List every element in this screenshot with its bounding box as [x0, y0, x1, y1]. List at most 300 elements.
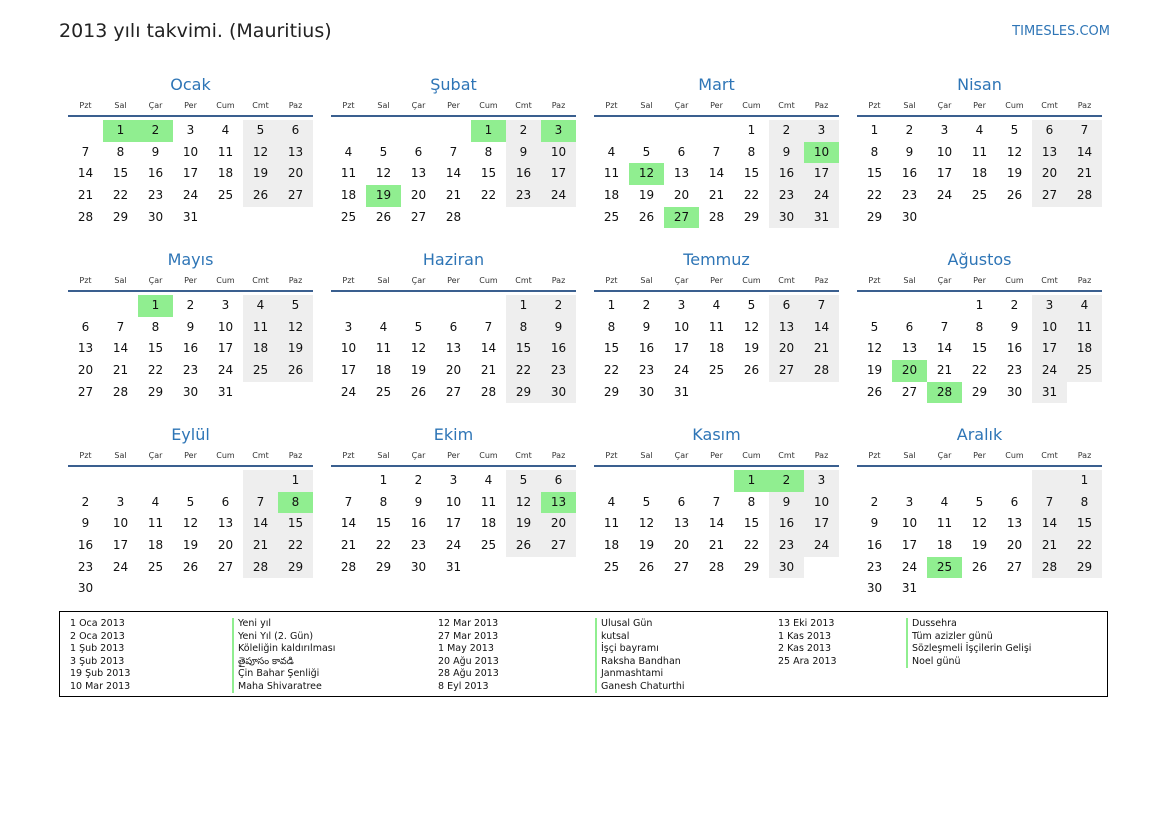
day-cell: 30	[541, 382, 576, 404]
day-cell: 30	[182, 384, 199, 399]
day-cell: 11	[1067, 317, 1102, 339]
day-cell: 28	[804, 360, 839, 382]
day-cell: 17	[1032, 338, 1067, 360]
empty-cell	[506, 207, 541, 229]
day-cell: 13	[673, 516, 690, 531]
legend-date: 27 Mar 2013	[438, 630, 499, 642]
day-cell: 27	[77, 384, 94, 399]
day-cell: 19	[743, 341, 760, 356]
day-cell: 16	[77, 538, 94, 553]
weekday-label: Cum	[479, 101, 498, 110]
weekday-label: Cmt	[1041, 276, 1058, 285]
day-cell: 2	[870, 494, 879, 509]
day-cell: 8	[151, 319, 160, 334]
day-cell: 8	[607, 319, 616, 334]
weekday-label: Cum	[216, 276, 235, 285]
day-cell: 22	[866, 188, 883, 203]
weekday-header	[857, 99, 1102, 117]
day-cell: 9	[414, 494, 423, 509]
day-cell: 20	[278, 163, 313, 185]
day-cell: 23	[182, 363, 199, 378]
legend-date: 28 Ağu 2013	[438, 668, 499, 679]
day-cell: 1	[1067, 470, 1102, 492]
day-cell: 21	[480, 363, 497, 378]
legend-date: 1 May 2013	[438, 643, 494, 654]
empty-cell	[629, 470, 664, 492]
day-cell: 22	[278, 535, 313, 557]
day-cell: 11	[971, 144, 988, 159]
weekday-label: Pzt	[868, 276, 881, 285]
empty-cell	[769, 382, 804, 404]
day-cell: 31	[182, 209, 199, 224]
empty-cell	[1067, 207, 1102, 229]
weekday-label: Pzt	[868, 451, 881, 460]
day-cell: 26	[638, 209, 655, 224]
day-cell: 12	[243, 142, 278, 164]
day-cell: 4	[379, 319, 388, 334]
day-cell: 11	[603, 166, 620, 181]
day-cell: 25	[147, 559, 164, 574]
day-cell: 20	[445, 363, 462, 378]
weekday-label: Pzt	[605, 276, 618, 285]
day-cell: 29	[278, 557, 313, 579]
day-cell: 29	[1067, 557, 1102, 579]
day-cell: 15	[506, 338, 541, 360]
day-cell: 28	[1032, 557, 1067, 579]
empty-cell	[804, 557, 839, 579]
empty-cell	[243, 578, 278, 600]
day-cell: 12	[1006, 144, 1023, 159]
day-cell: 13	[673, 166, 690, 181]
weekday-label: Cum	[216, 101, 235, 110]
day-cell: 2	[138, 120, 173, 142]
day-cell: 30	[410, 559, 427, 574]
weekday-label: Paz	[551, 451, 566, 460]
day-cell: 9	[151, 144, 160, 159]
legend-date: 12 Mar 2013	[438, 618, 499, 629]
day-cell: 25	[927, 557, 962, 579]
day-cell: 1	[471, 120, 506, 142]
day-cell: 4	[151, 494, 160, 509]
empty-cell	[471, 207, 506, 229]
day-cell: 11	[243, 317, 278, 339]
empty-cell	[401, 120, 436, 142]
empty-cell	[594, 120, 629, 142]
day-cell: 3	[449, 473, 458, 487]
day-cell: 28	[243, 557, 278, 579]
day-cell: 19	[971, 538, 988, 553]
day-cell: 4	[940, 494, 949, 509]
weekday-label: Pzt	[342, 101, 355, 110]
day-cell: 26	[971, 559, 988, 574]
day-cell: 19	[182, 538, 199, 553]
weekday-label: Çar	[411, 101, 426, 110]
month-name: Mart	[698, 75, 735, 94]
empty-cell	[103, 295, 138, 317]
day-cell: 5	[186, 494, 195, 509]
day-cell: 12	[182, 516, 199, 531]
day-cell: 24	[445, 538, 462, 553]
day-cell: 9	[541, 317, 576, 339]
day-cell: 21	[1067, 163, 1102, 185]
legend-holiday-name: Dussehra	[912, 618, 957, 629]
weekday-label: Çar	[937, 101, 952, 110]
day-grid	[857, 120, 1102, 228]
day-cell: 26	[410, 384, 427, 399]
month-calendar	[68, 424, 313, 599]
legend-col2-names	[595, 618, 685, 693]
months-grid	[68, 74, 1102, 599]
legend-holiday-name: తైపూసం కావడి	[238, 655, 294, 667]
day-cell: 16	[866, 538, 883, 553]
weekday-label: Pzt	[79, 451, 92, 460]
day-cell: 17	[804, 513, 839, 535]
day-cell: 1	[278, 470, 313, 492]
weekday-label: Cmt	[1041, 451, 1058, 460]
day-cell: 6	[769, 295, 804, 317]
day-cell: 3	[221, 298, 230, 312]
empty-cell	[366, 120, 401, 142]
day-cell: 26	[182, 559, 199, 574]
weekday-label: Per	[973, 451, 986, 460]
day-cell: 27	[673, 559, 690, 574]
day-cell: 14	[77, 166, 94, 181]
empty-cell	[103, 578, 138, 600]
day-cell: 7	[449, 144, 458, 159]
empty-cell	[173, 578, 208, 600]
empty-cell	[331, 295, 366, 317]
month-calendar	[68, 249, 313, 424]
day-cell: 3	[804, 120, 839, 142]
page-title: 2013 yılı takvimi. (Mauritius)	[59, 20, 332, 42]
legend-holiday-name: Köleliğin kaldırılması	[238, 643, 336, 654]
day-cell: 9	[870, 516, 879, 531]
day-cell: 17	[673, 341, 690, 356]
day-cell: 25	[375, 384, 392, 399]
day-cell: 14	[1032, 513, 1067, 535]
day-cell: 15	[743, 166, 760, 181]
day-grid	[857, 295, 1102, 403]
weekday-label: Paz	[1077, 101, 1092, 110]
weekday-label: Paz	[288, 101, 303, 110]
day-cell: 15	[278, 513, 313, 535]
day-cell: 15	[375, 516, 392, 531]
day-cell: 6	[278, 120, 313, 142]
day-cell: 20	[673, 538, 690, 553]
day-grid	[331, 295, 576, 403]
day-cell: 5	[1010, 123, 1019, 137]
day-cell: 17	[804, 163, 839, 185]
day-cell: 6	[1010, 494, 1019, 509]
day-cell: 10	[1032, 317, 1067, 339]
day-cell: 27	[769, 360, 804, 382]
legend-holiday-name: Ulusal Gün	[601, 618, 653, 629]
legend-date: 2 Kas 2013	[778, 643, 832, 654]
day-cell: 3	[344, 319, 353, 334]
day-cell: 21	[340, 538, 357, 553]
day-cell: 10	[445, 494, 462, 509]
legend-holiday-name: İşçi bayramı	[601, 643, 659, 654]
weekday-label: Pzt	[605, 101, 618, 110]
empty-cell	[997, 207, 1032, 229]
day-cell: 9	[81, 516, 90, 531]
day-cell: 10	[217, 319, 234, 334]
weekday-label: Cum	[479, 451, 498, 460]
day-cell: 26	[278, 360, 313, 382]
weekday-header	[68, 99, 313, 117]
empty-cell	[401, 295, 436, 317]
empty-cell	[138, 470, 173, 492]
day-cell: 22	[1067, 535, 1102, 557]
weekday-label: Cmt	[778, 101, 795, 110]
day-cell: 1	[747, 123, 756, 137]
day-cell: 16	[182, 341, 199, 356]
day-cell: 30	[866, 581, 883, 596]
weekday-label: Çar	[674, 451, 689, 460]
day-cell: 28	[708, 209, 725, 224]
day-cell: 8	[975, 319, 984, 334]
weekday-label: Pzt	[868, 101, 881, 110]
day-cell: 29	[506, 382, 541, 404]
day-cell: 21	[243, 535, 278, 557]
day-cell: 1	[870, 123, 879, 137]
day-cell: 18	[971, 166, 988, 181]
empty-cell	[331, 120, 366, 142]
weekday-label: Sal	[377, 101, 390, 110]
day-cell: 23	[410, 538, 427, 553]
day-cell: 27	[541, 535, 576, 557]
day-cell: 29	[743, 559, 760, 574]
day-cell: 3	[116, 494, 125, 509]
weekday-label: Pzt	[342, 451, 355, 460]
weekday-label: Paz	[551, 276, 566, 285]
day-cell: 23	[77, 559, 94, 574]
day-cell: 2	[414, 473, 423, 487]
weekday-label: Cum	[479, 276, 498, 285]
empty-cell	[68, 470, 103, 492]
day-cell: 31	[445, 559, 462, 574]
legend-holiday-name: Ganesh Chaturthi	[601, 680, 685, 692]
day-cell: 19	[410, 363, 427, 378]
weekday-label: Per	[973, 101, 986, 110]
empty-cell	[68, 120, 103, 142]
day-cell: 2	[1010, 298, 1019, 312]
day-cell: 14	[804, 317, 839, 339]
day-cell: 15	[147, 341, 164, 356]
legend-date: 10 Mar 2013	[70, 680, 131, 692]
legend-date: 1 Kas 2013	[778, 630, 832, 642]
empty-cell	[541, 557, 576, 579]
day-cell: 6	[1032, 120, 1067, 142]
day-cell: 28	[480, 384, 497, 399]
day-cell: 13	[278, 142, 313, 164]
month-name: Mayıs	[167, 250, 214, 269]
day-cell: 25	[603, 209, 620, 224]
day-cell: 31	[673, 384, 690, 399]
day-cell: 14	[445, 166, 462, 181]
weekday-label: Per	[447, 276, 460, 285]
empty-cell	[962, 470, 997, 492]
day-cell: 28	[708, 559, 725, 574]
day-cell: 12	[410, 341, 427, 356]
day-cell: 24	[112, 559, 129, 574]
day-cell: 4	[975, 123, 984, 137]
weekday-label: Paz	[551, 101, 566, 110]
day-cell: 29	[743, 209, 760, 224]
day-cell: 24	[673, 363, 690, 378]
weekday-header	[594, 449, 839, 467]
month-name: Şubat	[430, 75, 477, 94]
day-cell: 15	[603, 341, 620, 356]
weekday-label: Per	[710, 101, 723, 110]
empty-cell	[278, 578, 313, 600]
day-cell: 6	[221, 494, 230, 509]
day-cell: 11	[708, 319, 725, 334]
empty-cell	[962, 578, 997, 600]
day-cell: 29	[866, 209, 883, 224]
legend-date: 13 Eki 2013	[778, 618, 835, 629]
day-cell: 7	[116, 319, 125, 334]
weekday-label: Paz	[1077, 451, 1092, 460]
empty-cell	[436, 120, 471, 142]
day-cell: 29	[147, 384, 164, 399]
day-cell: 23	[541, 360, 576, 382]
day-cell: 10	[804, 142, 839, 164]
day-cell: 4	[607, 144, 616, 159]
weekday-label: Çar	[148, 451, 163, 460]
weekday-header	[68, 449, 313, 467]
empty-cell	[1067, 382, 1102, 404]
weekday-label: Sal	[640, 101, 653, 110]
day-cell: 20	[1006, 538, 1023, 553]
day-cell: 21	[708, 538, 725, 553]
day-cell: 18	[603, 538, 620, 553]
legend-col1-names	[232, 618, 335, 693]
day-cell: 31	[217, 384, 234, 399]
day-cell: 8	[278, 492, 313, 514]
month-name: Ocak	[170, 75, 211, 94]
day-cell: 5	[278, 295, 313, 317]
day-cell: 2	[905, 123, 914, 137]
legend-holiday-name: kutsal	[601, 630, 630, 642]
empty-cell	[506, 557, 541, 579]
weekday-label: Cmt	[778, 276, 795, 285]
day-cell: 7	[484, 319, 493, 334]
day-cell: 8	[506, 317, 541, 339]
weekday-label: Sal	[114, 451, 127, 460]
day-cell: 19	[278, 338, 313, 360]
month-calendar	[331, 424, 576, 599]
day-cell: 7	[344, 494, 353, 509]
weekday-label: Cmt	[252, 101, 269, 110]
day-cell: 30	[901, 209, 918, 224]
day-cell: 11	[480, 494, 497, 509]
day-cell: 15	[971, 341, 988, 356]
empty-cell	[699, 120, 734, 142]
day-cell: 23	[147, 188, 164, 203]
day-cell: 11	[603, 516, 620, 531]
day-cell: 3	[541, 120, 576, 142]
weekday-header	[857, 449, 1102, 467]
day-cell: 20	[77, 363, 94, 378]
day-cell: 24	[1032, 360, 1067, 382]
legend-holiday-name: Noel günü	[912, 655, 961, 667]
day-cell: 27	[278, 185, 313, 207]
weekday-label: Sal	[903, 451, 916, 460]
day-cell: 10	[673, 319, 690, 334]
day-cell: 19	[1006, 166, 1023, 181]
day-cell: 4	[1067, 295, 1102, 317]
day-cell: 18	[480, 516, 497, 531]
day-cell: 30	[1006, 384, 1023, 399]
empty-cell	[1032, 207, 1067, 229]
day-grid	[594, 470, 839, 578]
day-cell: 23	[866, 559, 883, 574]
day-cell: 22	[743, 188, 760, 203]
day-cell: 17	[340, 363, 357, 378]
day-cell: 20	[410, 188, 427, 203]
day-cell: 2	[541, 295, 576, 317]
day-cell: 31	[804, 207, 839, 229]
day-cell: 27	[664, 207, 699, 229]
day-grid	[594, 120, 839, 228]
day-cell: 2	[642, 298, 651, 312]
legend-holiday-name: Raksha Bandhan	[601, 655, 681, 667]
empty-cell	[927, 295, 962, 317]
day-cell: 22	[506, 360, 541, 382]
day-cell: 16	[541, 338, 576, 360]
empty-cell	[278, 207, 313, 229]
month-calendar	[594, 74, 839, 249]
day-cell: 12	[638, 516, 655, 531]
day-cell: 8	[379, 494, 388, 509]
legend-date: 2 Oca 2013	[70, 630, 125, 642]
weekday-label: Çar	[937, 276, 952, 285]
day-cell: 23	[1006, 363, 1023, 378]
legend-col3-dates	[778, 618, 837, 668]
day-cell: 9	[905, 144, 914, 159]
day-cell: 27	[901, 384, 918, 399]
empty-cell	[278, 382, 313, 404]
day-cell: 11	[375, 341, 392, 356]
month-name: Ağustos	[947, 250, 1012, 269]
day-grid	[68, 470, 313, 600]
day-grid	[331, 120, 576, 228]
empty-cell	[664, 470, 699, 492]
empty-cell	[664, 120, 699, 142]
empty-cell	[138, 578, 173, 600]
day-cell: 13	[445, 341, 462, 356]
day-cell: 17	[112, 538, 129, 553]
day-cell: 7	[1067, 120, 1102, 142]
site-link[interactable]: TIMESLES.COM	[1012, 24, 1110, 39]
day-cell: 9	[1010, 319, 1019, 334]
day-cell: 14	[112, 341, 129, 356]
day-cell: 28	[1067, 185, 1102, 207]
empty-cell	[892, 295, 927, 317]
day-cell: 17	[182, 166, 199, 181]
weekday-label: Per	[447, 451, 460, 460]
day-cell: 27	[445, 384, 462, 399]
day-cell: 10	[936, 144, 953, 159]
day-cell: 1	[379, 473, 388, 487]
day-cell: 25	[603, 559, 620, 574]
day-cell: 24	[804, 535, 839, 557]
holiday-legend	[59, 611, 1108, 697]
weekday-label: Cum	[742, 101, 761, 110]
empty-cell	[1067, 578, 1102, 600]
weekday-label: Çar	[674, 276, 689, 285]
